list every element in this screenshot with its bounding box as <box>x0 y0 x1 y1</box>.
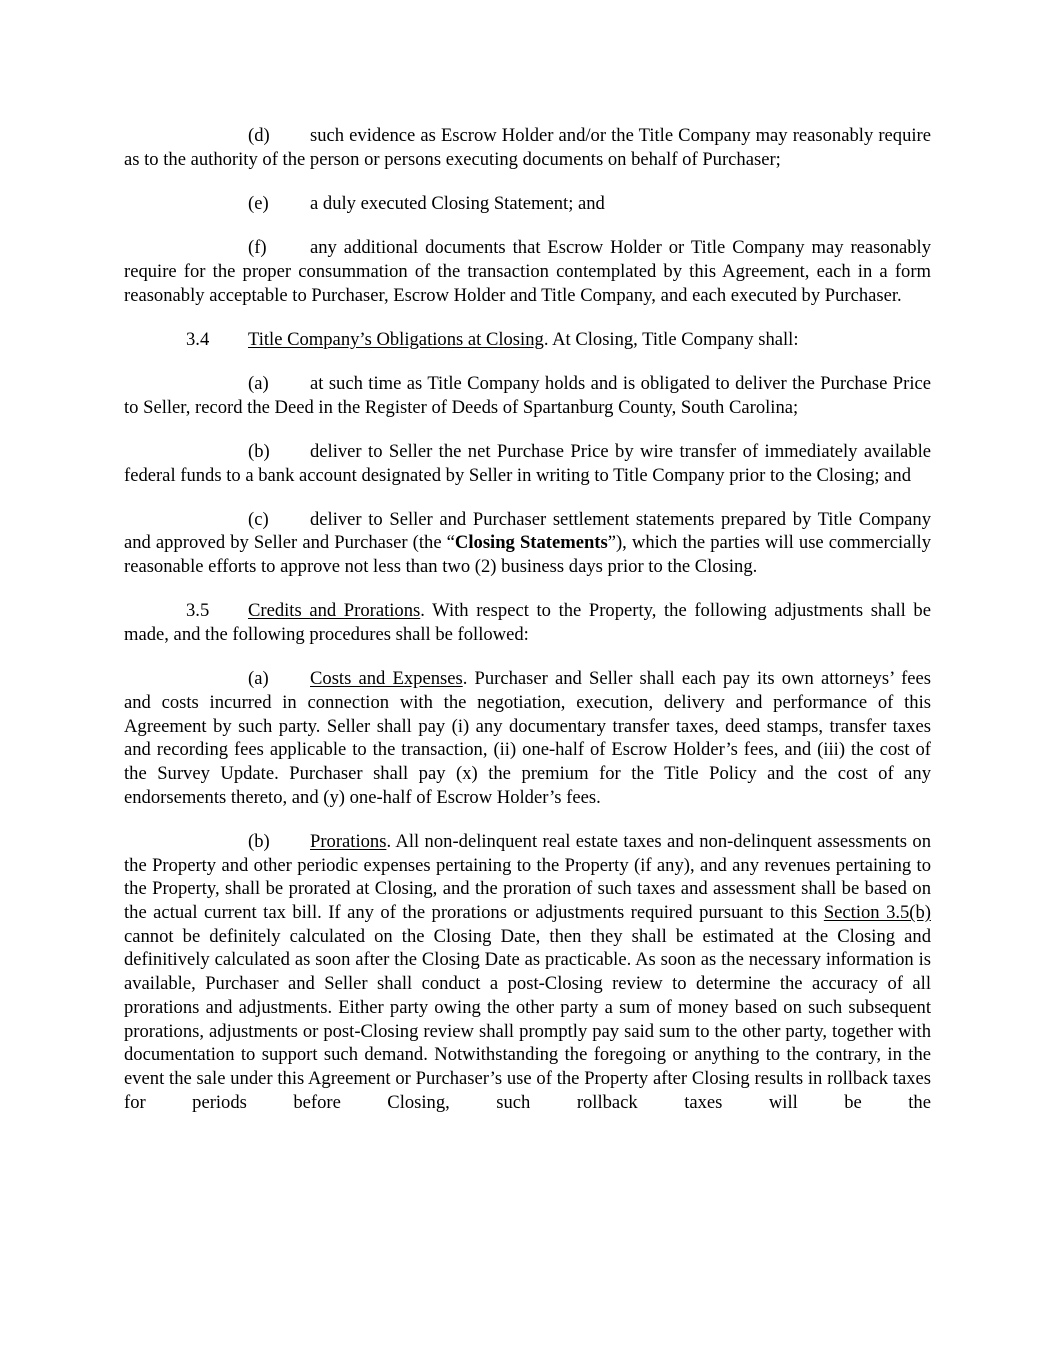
paragraph-text: such evidence as Escrow Holder and/or the Title Company may reasonably require as to the authority of the person or persons executing documents on behalf of Purchaser; <box>124 125 931 170</box>
paragraph-number: (c) <box>248 508 269 530</box>
paragraph-f <box>124 236 931 307</box>
paragraph-heading: Costs and Expenses <box>310 668 463 690</box>
document-body <box>124 124 931 1135</box>
paragraph-text: at such time as Title Company holds and is obligated to deliver the Purchase Price to Seller, record the Deed in the Register of Deeds of Spartanburg County, South Carolina; <box>124 372 931 418</box>
section-heading: Credits and Prorations <box>248 600 421 622</box>
defined-term: Closing Statements <box>454 532 608 554</box>
paragraph-3-4-a <box>124 372 931 419</box>
paragraph-text: deliver to Seller the net Purchase Price by wire transfer of immediately available federal funds to a bank account designated by Seller in writing to Title Company prior to the Closing; and <box>124 440 931 486</box>
section-reference: Section 3.5(b) <box>823 902 931 924</box>
section-text: . At Closing, Title Company shall: <box>543 328 799 350</box>
paragraph-number: (b) <box>248 830 270 852</box>
paragraph-number: (b) <box>248 440 270 462</box>
paragraph-3-4-c <box>124 508 931 579</box>
section-number: 3.4 <box>186 328 210 350</box>
paragraph-text: a duly executed Closing Statement; and <box>310 192 605 214</box>
paragraph-e <box>124 192 931 216</box>
paragraph-number: (d) <box>248 125 270 146</box>
paragraph-text: any additional documents that Escrow Holder or Title Company may reasonably require for the proper consummation of the transaction contemplated by this Agreement, each in a form reasonably acceptable to Purchaser, Escrow Holder and Title Company, and each executed by Purchaser. <box>124 237 931 306</box>
paragraph-heading: Prorations <box>310 830 387 852</box>
section-3-4 <box>124 328 931 352</box>
paragraph-text: . All non-delinquent real estate taxes and non-delinquent assessments on the Property and other periodic expenses pertaining to the Property (if any), and any revenues pertaining to the Property, shall be prorated at Closing, and the proration of such taxes and assessment shall be based on the actual current tax bill. If any of the prorations or adjustments required pursuant to this <box>124 830 931 924</box>
paragraph-text-continued: cannot be definitely calculated on the Closing Date, then they shall be estimated at the Closing and definitively calculated as soon after the Closing Date as practicable. As soon as the necessary information is available, Purchaser and Seller shall conduct a post-Closing review to determine the accuracy of all prorations and adjustments. Either party owing the other party a sum of money based on such subsequent prorations, adjustments or post-Closing review shall promptly pay said sum to the other party, together with documentation to support such demand. Notwithstanding the foregoing or anything to the contrary, in the event the sale under this Agreement or Purchaser’s use of the Property after Closing results in rollback taxes for periods before Closing, such rollback taxes will be the <box>124 925 931 1113</box>
paragraph-text-continued: ”), which the parties will use commercially reasonable efforts to approve not less than two (2) business days prior to the Closing. <box>124 532 931 578</box>
paragraph-3-5-b <box>124 830 931 1114</box>
paragraph-text: deliver to Seller and Purchaser settlement statements prepared by Title Company and approved by Seller and Purchaser (the “ <box>124 508 931 554</box>
paragraph-number: (f) <box>248 237 267 259</box>
section-text: . With respect to the Property, the following adjustments shall be made, and the following procedures shall be followed: <box>124 600 931 646</box>
section-number: 3.5 <box>186 600 210 622</box>
section-heading: Title Company’s Obligations at Closing <box>248 328 544 350</box>
paragraph-3-5-a <box>124 667 931 809</box>
section-3-5 <box>124 599 931 646</box>
paragraph-number: (a) <box>248 372 269 394</box>
paragraph-number: (e) <box>248 192 269 214</box>
paragraph-d <box>124 124 931 171</box>
paragraph-number: (a) <box>248 668 269 690</box>
paragraph-3-4-b <box>124 440 931 487</box>
paragraph-text: . Purchaser and Seller shall each pay its own attorneys’ fees and costs incurred in connection with the negotiation, execution, delivery and performance of this Agreement by such party. Seller shall pay (i) any documentary transfer taxes, deed stamps, transfer taxes and recording fees applicable to the transaction, (ii) one-half of Escrow Holder’s fees, and (iii) the cost of the Survey Update. Purchaser shall pay (x) the premium for the Title Policy and the cost of any endorsements thereto, and (y) one-half of Escrow Holder’s fees. <box>124 668 931 808</box>
